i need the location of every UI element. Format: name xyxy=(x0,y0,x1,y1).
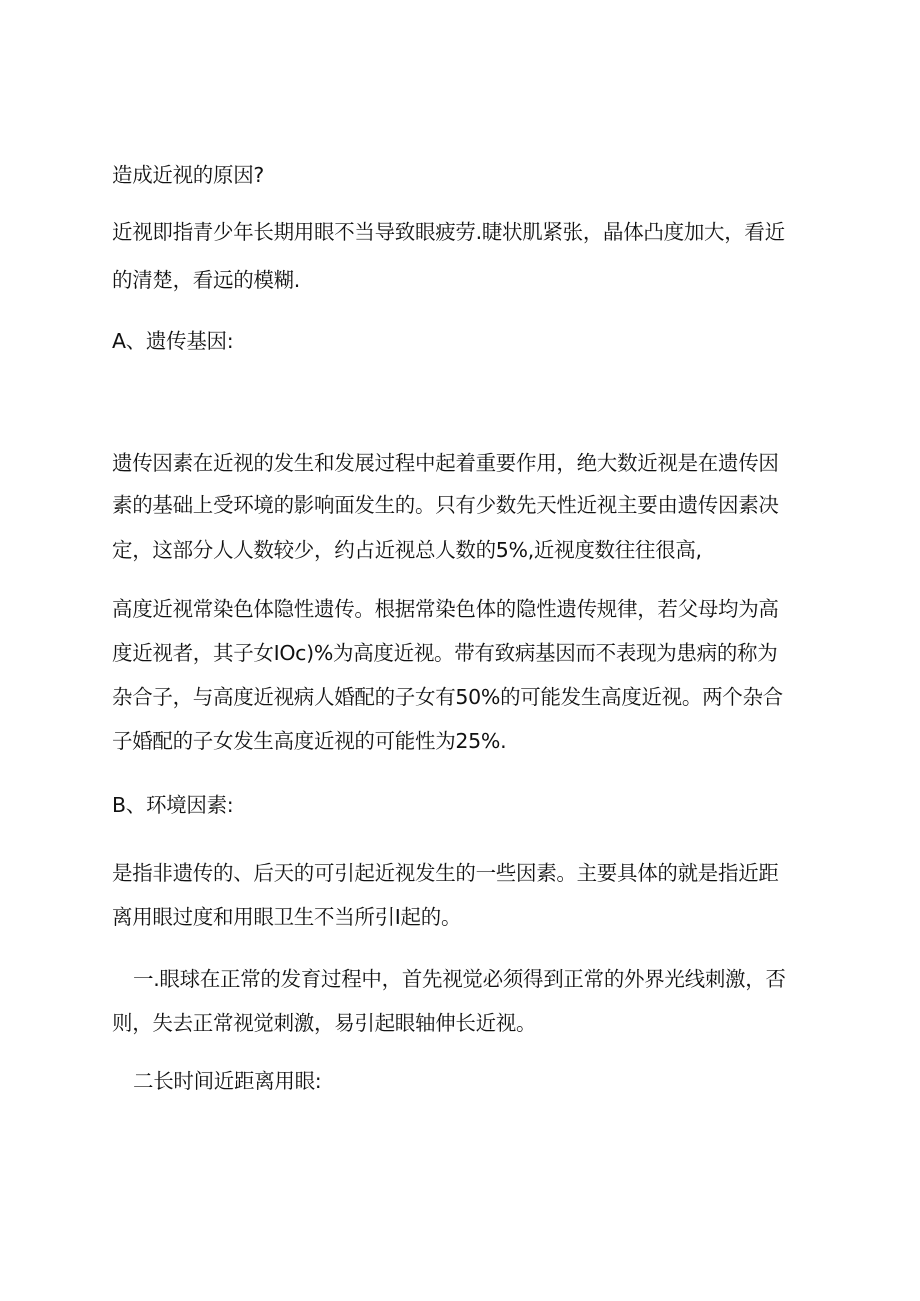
section-a-p1-line-3: 定，这部分人人数较少，约占近视总人数的5%,近视度数往往很高, xyxy=(112,538,702,562)
section-b-title: B、环境因素: xyxy=(112,793,234,817)
intro-line-2: 的清楚，看远的模糊. xyxy=(112,268,301,292)
section-a-p2-line-2: 度近视者，其子女IOc)%为高度近视。带有致病基因而不表现为患病的称为 xyxy=(112,641,778,665)
section-a-title: A、遗传基因: xyxy=(112,329,234,353)
section-b-p1-line-2: 离用眼过度和用眼卫生不当所引I起的。 xyxy=(112,905,462,929)
section-a-p2-line-1: 高度近视常染色体隐性遗传。根据常染色体的隐性遗传规律，若父母均为高 xyxy=(112,597,779,621)
section-b-p1-line-1: 是指非遗传的、后天的可引起近视发生的一些因素。主要具体的就是指近距 xyxy=(112,861,779,885)
section-b-item2: 二长时间近距离用眼: xyxy=(133,1069,322,1093)
section-b-item1-line-1: 一.眼球在正常的发育过程中，首先视觉必须得到正常的外界光线刺激，否 xyxy=(133,967,786,991)
section-a-p2-line-3: 杂合子，与高度近视病人婚配的子女有50%的可能发生高度近视。两个杂合 xyxy=(112,685,783,709)
section-a-p1-line-1: 遗传因素在近视的发生和发展过程中起着重要作用，绝大数近视是在遗传因 xyxy=(112,451,779,475)
section-b-item1-line-2: 则，失去正常视觉刺激，易引起眼轴伸长近视。 xyxy=(112,1011,537,1035)
heading: 造成近视的原因? xyxy=(112,163,264,187)
section-a-p2-line-4: 子婚配的子女发生高度近视的可能性为25%. xyxy=(112,729,507,753)
section-a-p1-line-2: 素的基础上受环境的影响面发生的。只有少数先天性近视主要由遗传因素决 xyxy=(112,493,779,517)
intro-line-1: 近视即指青少年长期用眼不当导致眼疲劳.睫状肌紧张，晶体凸度加大，看近 xyxy=(112,220,785,244)
